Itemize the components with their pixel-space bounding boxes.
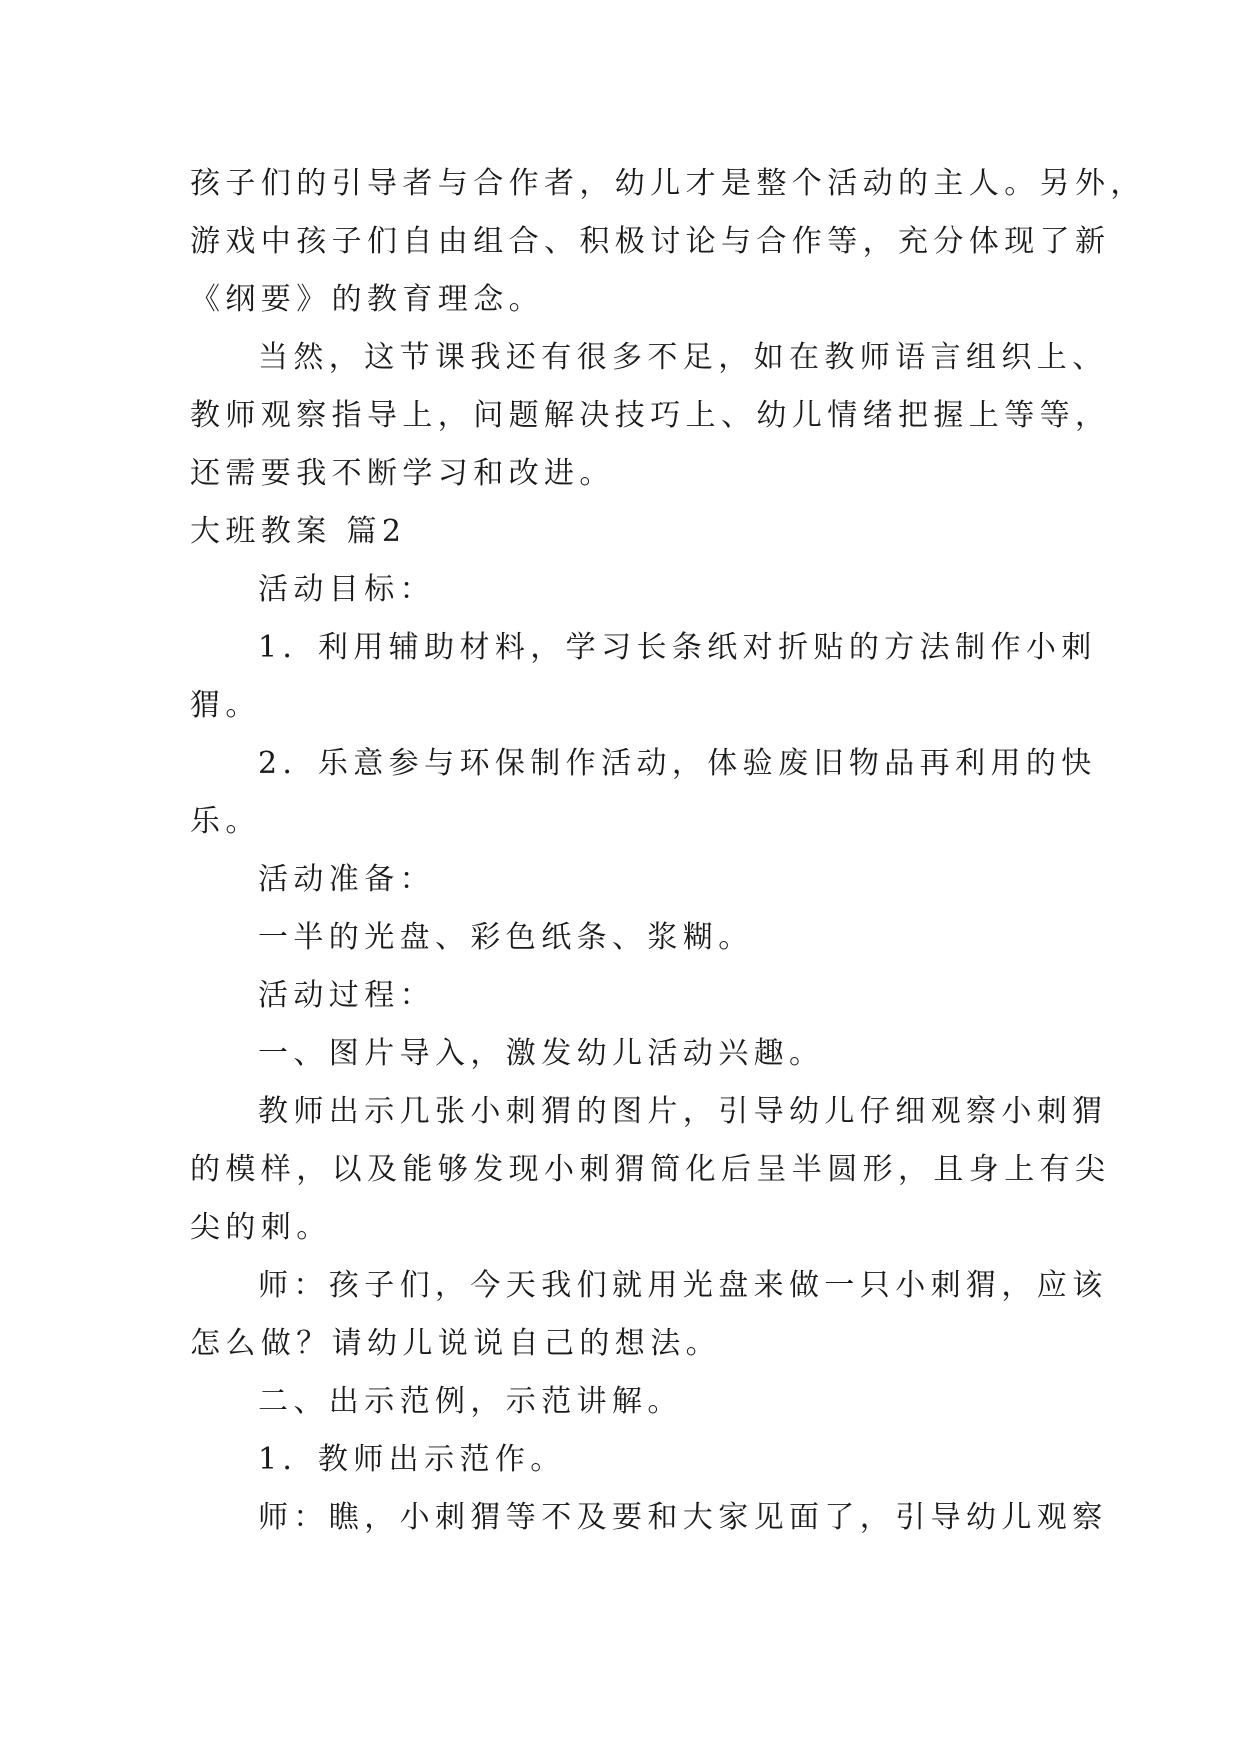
paragraph-line: 活动准备：	[258, 862, 435, 897]
paragraph-line: 怎么做？请幼儿说说自己的想法。	[190, 1326, 721, 1361]
paragraph-line: 二、出示范例，示范讲解。	[258, 1384, 683, 1419]
paragraph-line: 猬。	[190, 688, 261, 723]
paragraph-line: 1．教师出示范作。	[258, 1442, 566, 1477]
paragraph-line: 乐。	[190, 804, 261, 839]
paragraph-line: 还需要我不断学习和改进。	[190, 456, 615, 491]
paragraph-line: 2．乐意参与环保制作活动，体验废旧物品再利用的快	[258, 746, 1097, 781]
paragraph-line: 当然，这节课我还有很多不足，如在教师语言组织上、	[258, 340, 1108, 375]
paragraph-line: 活动过程：	[258, 978, 435, 1013]
paragraph-line: 教师出示几张小刺猬的图片，引导幼儿仔细观察小刺猬	[258, 1094, 1108, 1129]
paragraph-line: 尖的刺。	[190, 1210, 332, 1245]
paragraph-line: 一、图片导入，激发幼儿活动兴趣。	[258, 1036, 825, 1071]
section-heading: 大班教案 篇2	[190, 514, 407, 549]
paragraph-line: 游戏中孩子们自由组合、积极讨论与合作等，充分体现了新	[190, 224, 1111, 259]
paragraph-line: 师：瞧，小刺猬等不及要和大家见面了，引导幼儿观察	[258, 1500, 1108, 1535]
paragraph-line: 孩子们的引导者与合作者，幼儿才是整个活动的主人。另外，	[190, 166, 1146, 201]
paragraph-line: 教师观察指导上，问题解决技巧上、幼儿情绪把握上等等，	[190, 398, 1111, 433]
paragraph-line: 一半的光盘、彩色纸条、浆糊。	[258, 920, 754, 955]
paragraph-line: 《纲要》的教育理念。	[190, 282, 544, 317]
paragraph-line: 的模样，以及能够发现小刺猬简化后呈半圆形，且身上有尖	[190, 1152, 1111, 1187]
paragraph-line: 活动目标：	[258, 572, 435, 607]
paragraph-line: 师：孩子们，今天我们就用光盘来做一只小刺猬，应该	[258, 1268, 1108, 1303]
paragraph-line: 1．利用辅助材料，学习长条纸对折贴的方法制作小刺	[258, 630, 1097, 665]
